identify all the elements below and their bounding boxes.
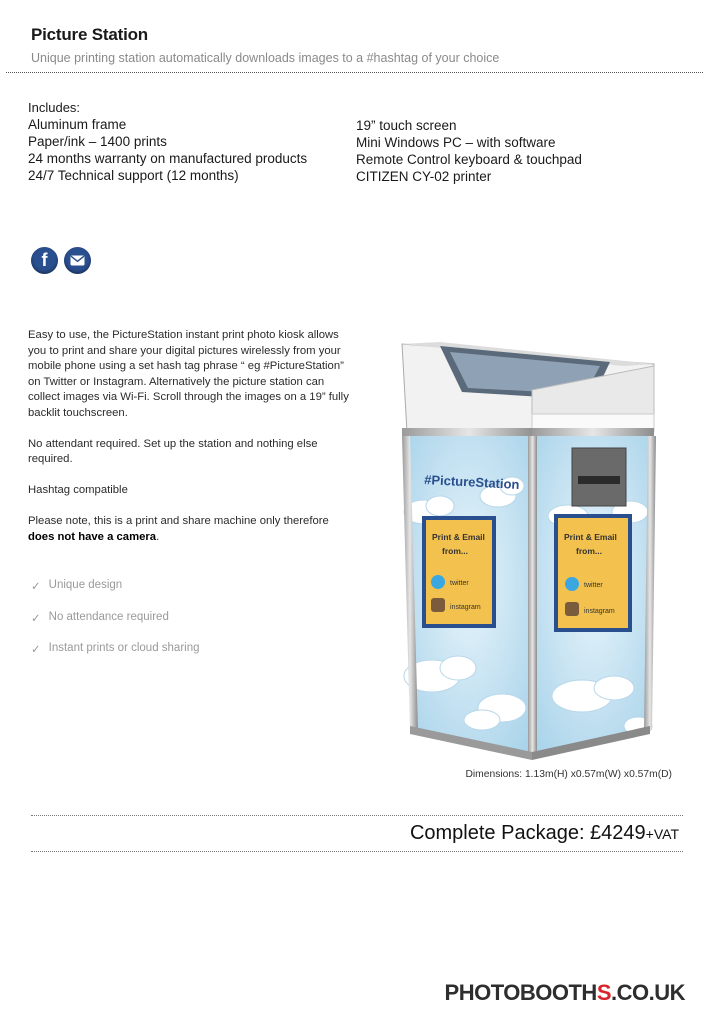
check-icon: ✓ [31,644,41,656]
panel-subline: from... [576,546,602,556]
description-paragraph: Hashtag compatible [28,484,128,496]
panel-subline: from... [442,546,468,556]
vat-suffix: +VAT [645,826,679,842]
panel-instagram-label: instagram [450,604,481,611]
twitter-icon [431,575,445,589]
kiosk-brand-text: #PictureStation [423,472,520,492]
check-icon: ✓ [31,612,41,625]
include-item: Mini Windows PC – with software [356,135,556,150]
include-item: Paper/ink – 1400 prints [28,134,167,149]
camera-note: does not have a camera [28,530,157,543]
price-text: Complete Package: £4249+VAT [409,822,679,844]
include-item: CITIZEN CY-02 printer [356,169,492,184]
instagram-icon [431,598,445,612]
includes-list-left [28,116,307,184]
photobooths-logo: PHOTOBOOTHS.CO.UK [444,980,685,1005]
divider-price-top [31,815,683,816]
dimensions-text: Dimensions: 1.13m(H) x0.57m(W) x0.57m(D) [465,769,672,780]
include-item: 19” touch screen [356,118,457,133]
page-title: Picture Station [31,25,148,44]
twitter-icon [565,577,579,591]
include-item: Aluminum frame [28,117,127,132]
panel-twitter-label: twitter [584,582,603,589]
social-share [31,247,91,274]
panel-headline: Print & Email [432,532,485,542]
check-icon: ✓ [31,581,41,593]
page-subtitle: Unique printing station automatically downloads images to a #hashtag of your choice [31,51,500,65]
include-item: Remote Control keyboard & touchpad [356,152,582,167]
panel-twitter-label: twitter [450,580,469,587]
description-paragraph: Please note, this is a print and share machine only therefore does not have a camera. [28,515,329,543]
divider-top [6,72,703,73]
feature-item: ✓ No attendance required [31,611,200,643]
description-paragraph: No attendant required. Set up the station and nothing else required. [28,437,318,465]
include-item: 24/7 Technical support (12 months) [28,168,239,183]
include-item: 24 months warranty on manufactured products [28,151,308,166]
kiosk-product-image [392,336,680,760]
feature-item: ✓ Instant prints or cloud sharing [31,642,200,674]
includes-label: Includes: [28,100,81,115]
feature-item: ✓ Unique design [31,579,200,611]
panel-headline: Print & Email [564,532,617,542]
panel-instagram-label: instagram [584,608,615,615]
email-icon[interactable] [64,247,91,274]
feature-list [31,579,200,674]
facebook-icon[interactable]: f [31,247,58,274]
product-description [28,328,358,561]
instagram-icon [565,602,579,616]
includes-list-right [356,117,582,185]
divider-price-bottom [31,851,683,852]
description-paragraph: Easy to use, the PictureStation instant print photo kiosk allows you to print and share your digital pictures wirelessly from your mobile phone using a set hash tag phrase “ eg #PictureStation” on Twitter or Instagram. Alternatively the picture station can collect images via Wi-Fi. Scroll through the images on a 19” fully backlit touchscreen. [28,329,349,419]
